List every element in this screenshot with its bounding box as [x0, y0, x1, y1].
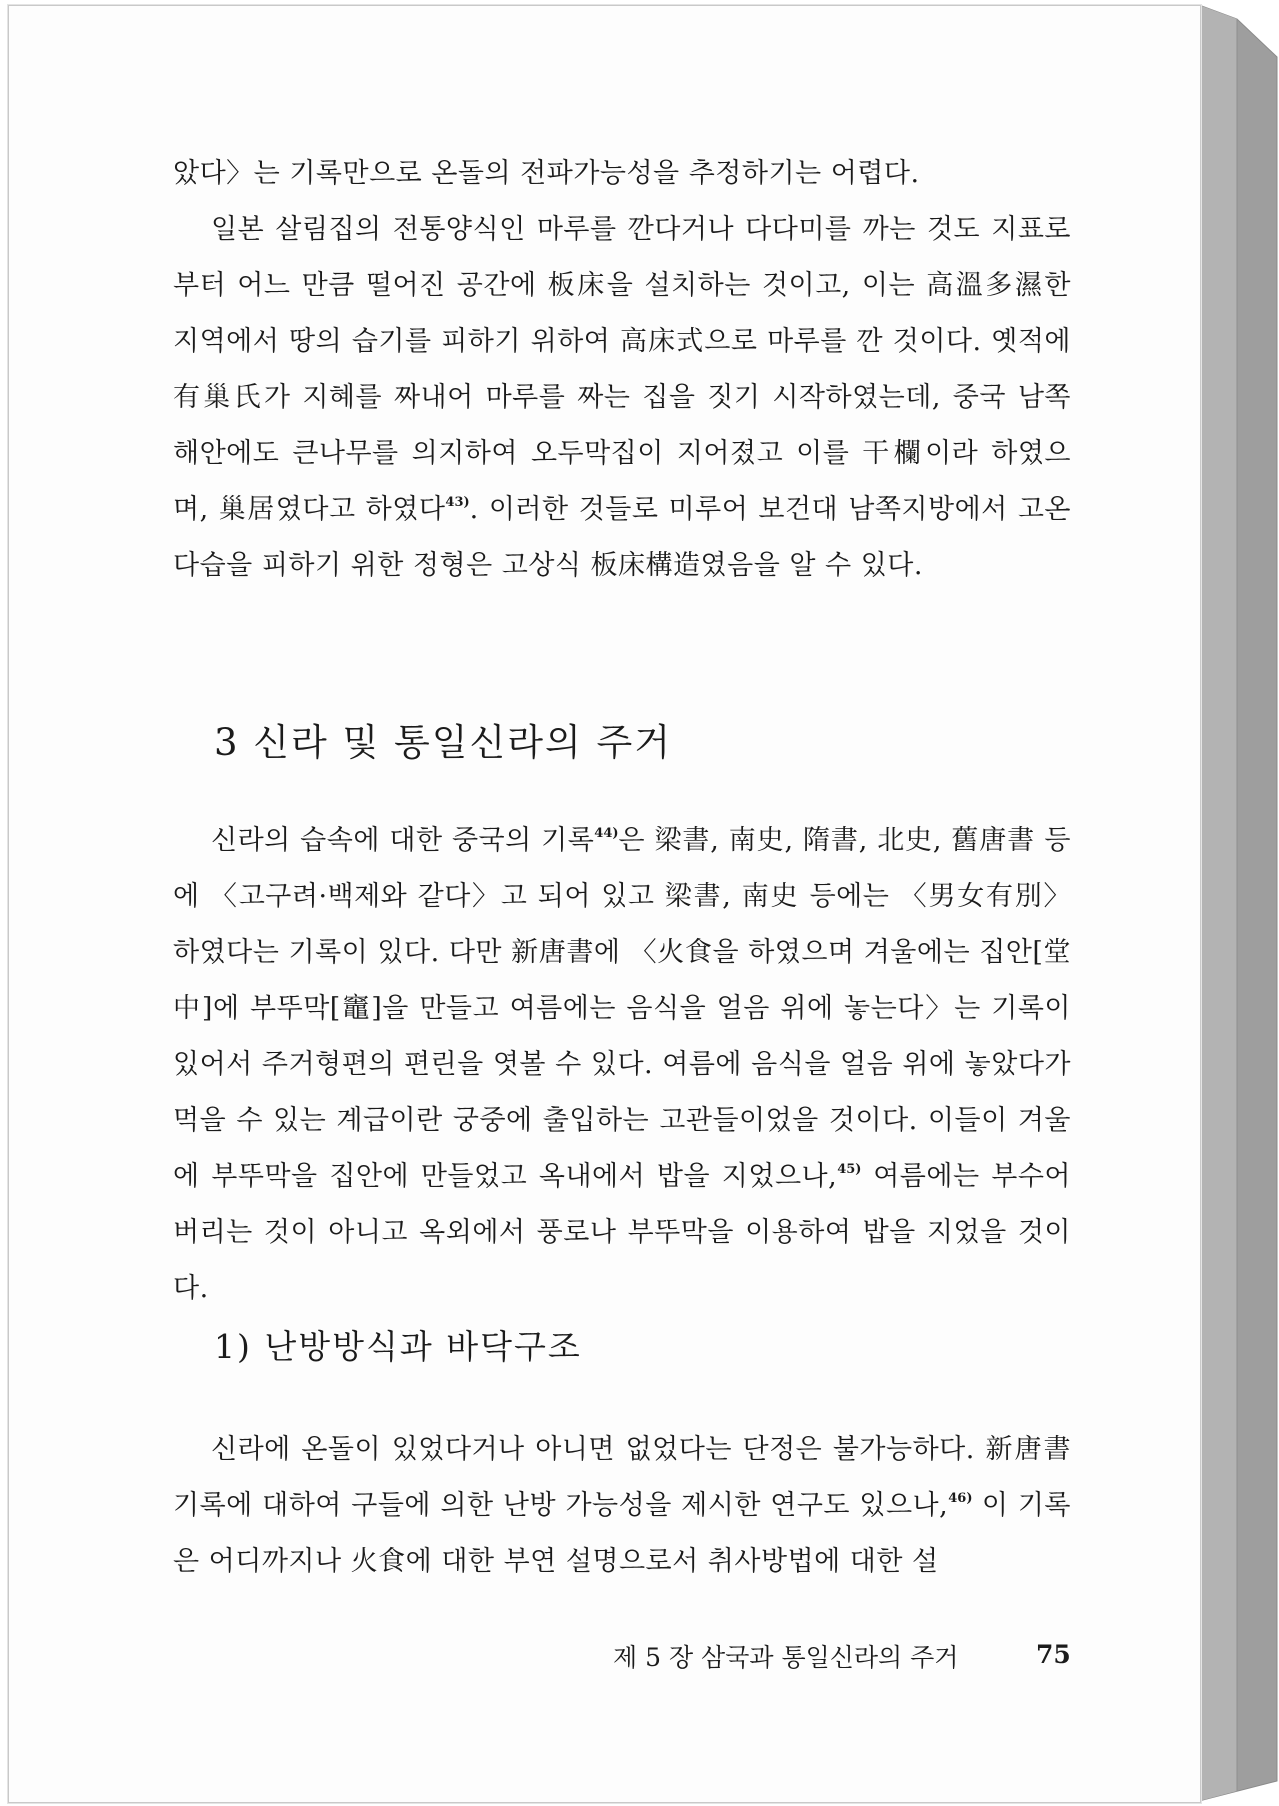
section-text-block	[173, 813, 1071, 1317]
footnote-ref-44: 44)	[594, 826, 619, 841]
chapter-title: 제 5 장 삼국과 통일신라의 주거	[613, 1643, 959, 1672]
book-page	[8, 5, 1201, 1803]
section-heading: 3 신라 및 통일신라의 주거	[214, 721, 673, 764]
intro-paragraph-2	[173, 202, 1071, 594]
footnote-ref-43: 43)	[445, 495, 470, 510]
book-thickness-shape	[1199, 5, 1279, 1805]
intro-text-block	[173, 146, 1071, 594]
subsection-paragraph	[173, 1422, 1071, 1590]
subsection-paragraph-part1: 신라에 온돌이 있었다거나 아니면 없었다는 단정은 불가능하다. 新唐書 기록에 대하여 구들에 의한 난방 가능성을 제시한 연구도 있으나,	[173, 1434, 1071, 1521]
intro-paragraph-1: 았다〉는 기록만으로 온돌의 전파가능성을 추정하기는 어렵다.	[173, 158, 920, 189]
section-paragraph-part2: 은 梁書, 南史, 隋書, 北史, 舊唐書 등에 〈고구려·백제와 같다〉고 되어 있고 梁書, 南史 등에는 〈男女有別〉하였다는 기록이 있다. 다만 新唐書에 〈火食을 하였으며 겨울에는 집안[堂中]에 부뚜막[竈]을 만들고 여름에는 음식을 얼음 위에 놓는다〉는 기록이 있어서 주거형편의 편린을 엿볼 수 있다. 여름에 음식을 얼음 위에 놓았다가 먹을 수 있는 계급이란 궁중에 출입하는 고관들이었을 것이다. 이들이 겨울에 부뚜막을 집안에 만들었고 옥내에서 밥을 지었으나,	[173, 825, 1071, 1192]
intro-paragraph-2-tail: . 이러한 것들로 미루어 보건대 남쪽지방에서 고온다습을 피하기 위한 정형은 고상식 板床構造였음을 알 수 있다.	[173, 494, 1071, 581]
subsection-paragraph-part2: 이 기록은 어디까지나 火食에 대한 부연 설명으로서 취사방법에 대한 설	[173, 1490, 1071, 1577]
intro-paragraph-2-text: 일본 살림집의 전통양식인 마루를 깐다거나 다다미를 까는 것도 지표로부터 어느 만큼 떨어진 공간에 板床을 설치하는 것이고, 이는 高溫多濕한 지역에서 땅의 습기를 피하기 위하여 高床式으로 마루를 깐 것이다. 옛적에 有巢氏가 지혜를 짜내어 마루를 짜는 집을 짓기 시작하였는데, 중국 남쪽 해안에도 큰나무를 의지하여 오두막집이 지어졌고 이를 干欄이라 하였으며, 巢居였다고 하였다	[173, 214, 1071, 525]
section-paragraph-part1: 신라의 습속에 대한 중국의 기록	[211, 825, 595, 856]
section-paragraph	[173, 813, 1071, 1317]
footnote-ref-46: 46)	[948, 1491, 973, 1506]
footnote-ref-45: 45)	[837, 1162, 862, 1177]
subsection-heading: 1) 난방방식과 바닥구조	[214, 1327, 582, 1366]
subsection-text-block	[173, 1422, 1071, 1590]
section-paragraph-part3: 여름에는 부수어 버리는 것이 아니고 옥외에서 풍로나 부뚜막을 이용하여 밥을 지었을 것이다.	[173, 1161, 1071, 1304]
running-footer	[613, 1638, 1071, 1674]
page-number: 75	[1036, 1640, 1071, 1669]
